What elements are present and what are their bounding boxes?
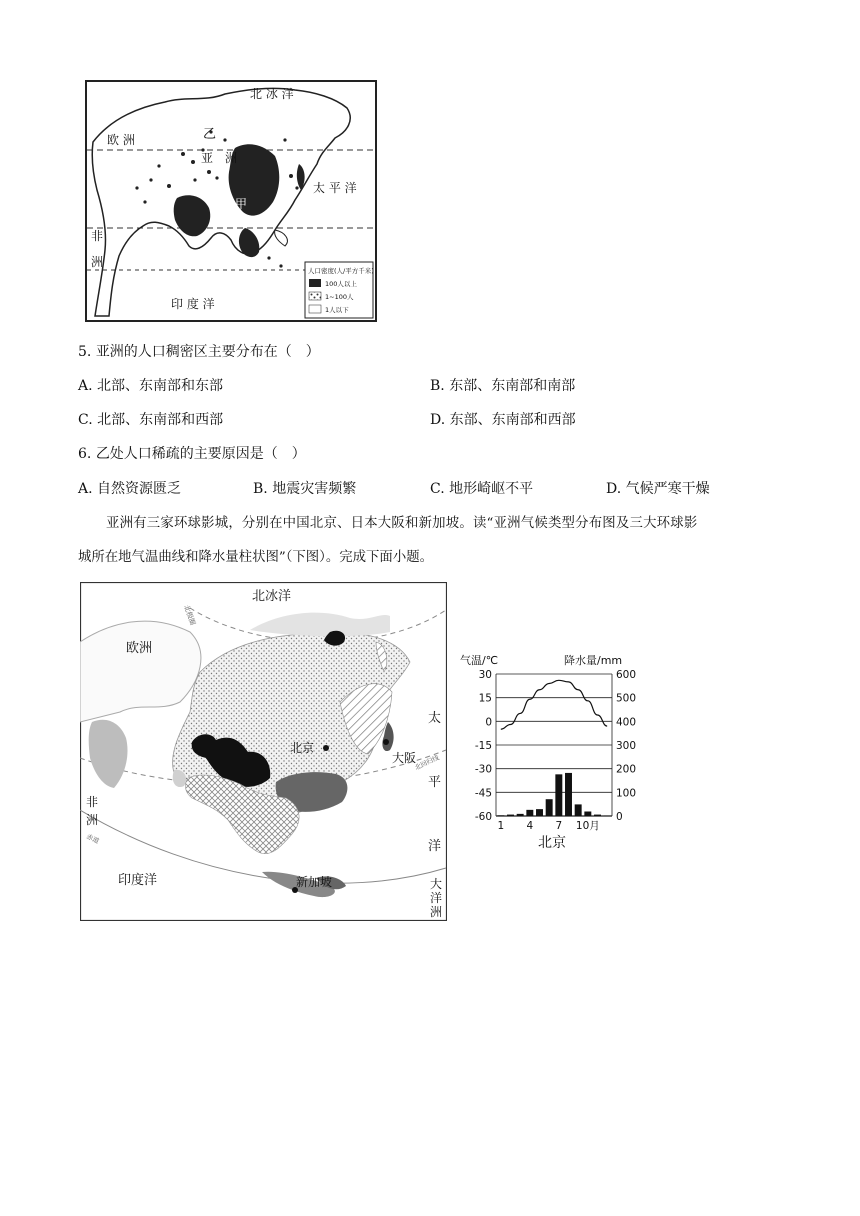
option-label: C.	[430, 481, 445, 497]
legend-item-3: 1人以下	[325, 306, 349, 314]
q6-option-c[interactable]	[430, 479, 533, 499]
q6-option-d[interactable]	[606, 479, 710, 499]
precip-bar	[497, 815, 504, 816]
option-text: 北部、东南部和西部	[97, 412, 224, 428]
temperature-line	[501, 680, 607, 729]
legend-item-2: 1~100人	[325, 293, 354, 301]
beijing-marker	[323, 745, 329, 751]
option-label: A.	[78, 481, 93, 497]
beijing-climate-chart	[452, 650, 652, 855]
option-text: 自然资源匮乏	[97, 481, 182, 497]
precip-bar	[575, 804, 582, 816]
precip-axis-label: 降水量/mm	[564, 654, 623, 667]
precip-bar	[526, 810, 533, 816]
option-label: C.	[78, 412, 93, 428]
option-label: B.	[430, 378, 445, 394]
precip-tick-label: 500	[616, 692, 637, 705]
climate-map	[80, 582, 447, 921]
precip-bar	[517, 814, 524, 816]
map2-label-arctic: 北冰洋	[252, 589, 292, 604]
option-label: D.	[606, 481, 622, 497]
map1-label-arctic: 北 冰 洋	[250, 87, 294, 101]
question-text: 乙处人口稀疏的主要原因是（ ）	[95, 446, 306, 462]
q5-option-d[interactable]	[430, 410, 576, 430]
map2-label-africa-a: 非	[86, 795, 99, 809]
precip-bar	[507, 815, 514, 816]
precip-tick-label: 200	[616, 763, 637, 776]
map1-label-asia-a: 亚	[201, 151, 214, 165]
map1-label-indian: 印 度 洋	[171, 297, 215, 311]
question-6-stem	[78, 444, 306, 464]
osaka-marker	[383, 739, 389, 745]
precip-tick-label: 300	[616, 740, 637, 752]
precip-bar	[594, 815, 601, 816]
precip-bar	[584, 812, 591, 816]
option-text: 地形崎岖不平	[449, 481, 534, 497]
option-label: A.	[78, 378, 93, 394]
question-text: 亚洲的人口稠密区主要分布在（ ）	[95, 344, 320, 360]
legend-title: 人口密度(人/平方千米)	[308, 267, 374, 275]
option-text: 气候严寒干燥	[625, 481, 710, 497]
map2-label-pacific-1: 太	[428, 711, 442, 726]
map1-label-africa-b: 洲	[91, 255, 104, 269]
map1-label-europe: 欧 洲	[107, 133, 135, 147]
population-density-map	[85, 80, 377, 322]
legend-item-1: 100人以上	[325, 280, 357, 288]
temp-tick-label: -15	[474, 740, 492, 752]
month-tick-label: 1	[497, 820, 505, 832]
map1-label-asia-b: 洲	[225, 151, 238, 165]
month-tick-label: 10月	[575, 820, 600, 832]
option-text: 东部、东南部和南部	[449, 378, 576, 394]
map2-label-pacific-2: 平	[428, 775, 442, 790]
precipitation-bars	[497, 773, 610, 816]
map2-label-oceania-1: 大	[430, 877, 443, 891]
option-label: D.	[430, 412, 446, 428]
q5-option-a[interactable]	[78, 376, 223, 396]
map2-label-equator: 赤道	[85, 832, 101, 846]
map2-label-osaka: 大阪	[392, 751, 417, 765]
map1-label-yi: 乙	[203, 127, 217, 142]
chart-title: 北京	[538, 835, 566, 851]
intro-line-1: 亚洲有三家环球影城，分别在中国北京、日本大阪和新加坡。读“亚洲气候类型分布图及三大环球影	[106, 516, 698, 531]
map1-label-jia: 甲	[235, 197, 248, 211]
map2-label-europe: 欧洲	[126, 641, 153, 656]
temp-tick-label: 15	[478, 692, 492, 705]
temp-tick-label: -45	[474, 787, 492, 800]
map2-label-oceania-2: 洋	[430, 891, 443, 905]
question-number: 6.	[78, 446, 92, 462]
q5-option-c[interactable]	[78, 410, 223, 430]
precip-bar	[604, 816, 611, 817]
temp-tick-label: 0	[485, 716, 492, 729]
precip-tick-label: 0	[616, 811, 623, 823]
map2-label-pacific-3: 洋	[428, 839, 442, 854]
map2-label-singapore: 新加坡	[296, 875, 333, 889]
option-label: B.	[253, 481, 268, 497]
temp-tick-label: -30	[474, 763, 492, 776]
precip-tick-label: 400	[616, 716, 637, 729]
precip-bar	[565, 773, 572, 816]
precip-bar	[536, 809, 543, 816]
intro-line-2: 城所在地气温曲线和降水量柱状图”（下图）。完成下面小题。	[78, 550, 433, 565]
map2-label-beijing: 北京	[290, 741, 315, 755]
option-text: 地震灾害频繁	[272, 481, 357, 497]
question-5-stem	[78, 342, 320, 362]
month-tick-label: 7	[555, 820, 563, 832]
temperature-curve	[501, 680, 607, 729]
question-number: 5.	[78, 344, 92, 360]
q6-option-a[interactable]	[78, 479, 181, 499]
map1-label-pacific: 太 平 洋	[313, 181, 357, 195]
map2-label-oceania-3: 洲	[430, 905, 443, 919]
precip-tick-label: 100	[616, 787, 637, 800]
map2-label-indian: 印度洋	[118, 873, 158, 888]
option-text: 东部、东南部和西部	[449, 412, 576, 428]
map2-label-tropic: 北回归线	[413, 753, 441, 772]
map1-legend	[305, 262, 374, 318]
chart-grid	[496, 674, 612, 816]
temp-tick-label: -60	[474, 811, 492, 823]
q5-option-b[interactable]	[430, 376, 575, 396]
precip-tick-label: 600	[616, 669, 637, 681]
month-tick-label: 4	[526, 820, 534, 832]
temp-axis-label: 气温/℃	[460, 654, 499, 667]
map2-label-africa-b: 洲	[86, 813, 99, 827]
map1-label-africa-a: 非	[91, 229, 104, 243]
precip-bar	[546, 799, 553, 816]
option-text: 北部、东南部和东部	[97, 378, 224, 394]
q6-option-b[interactable]	[253, 479, 356, 499]
precip-bar	[555, 774, 562, 816]
map2-label-arctic-circle: 北极圈	[182, 603, 197, 627]
temp-tick-label: 30	[478, 669, 492, 681]
